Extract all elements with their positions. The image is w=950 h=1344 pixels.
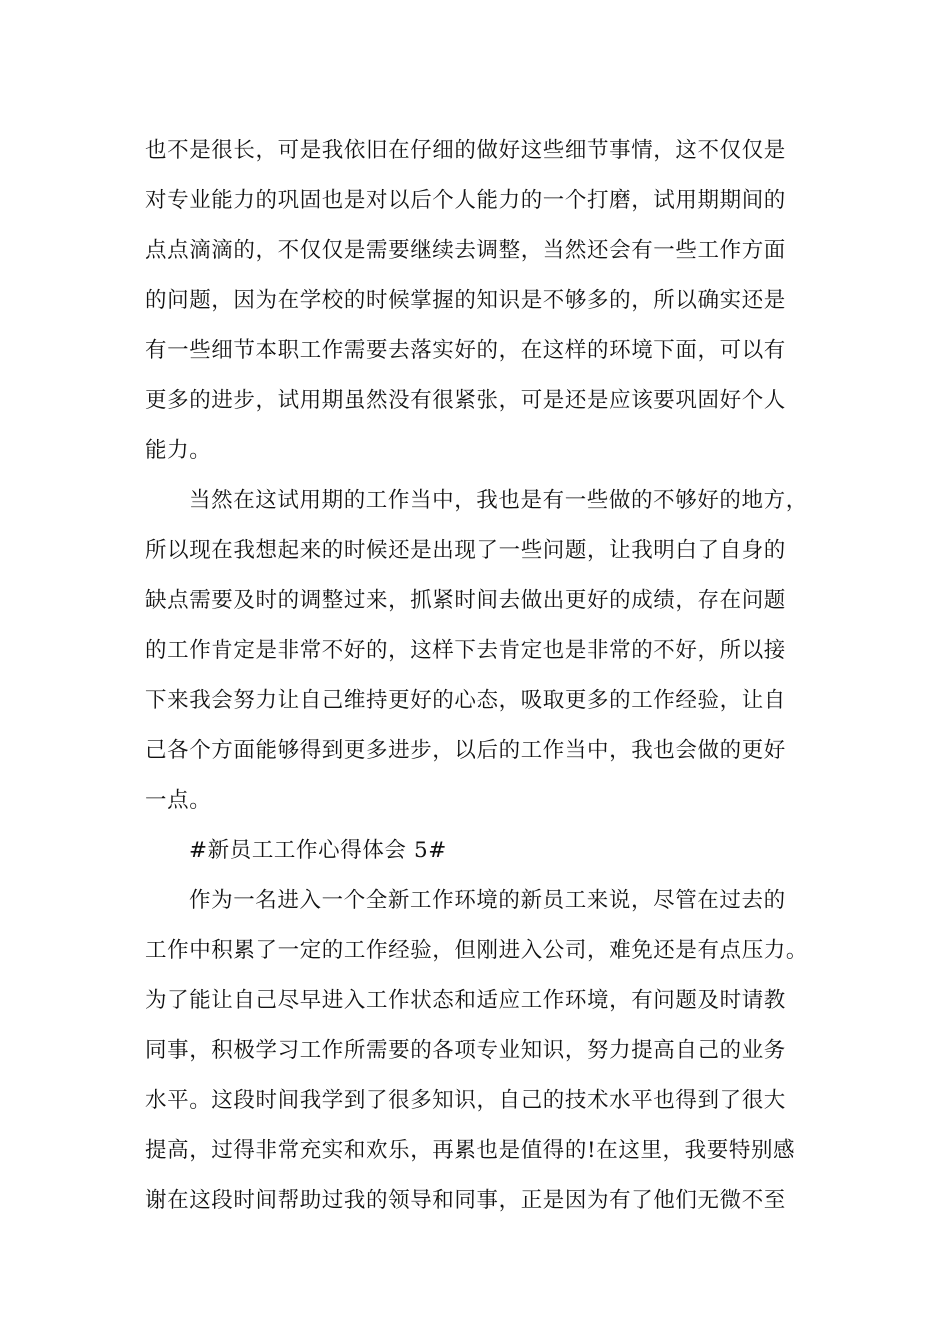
paragraph-line: 提高，过得非常充实和欢乐，再累也是值得的!在这里，我要特别感 [145,1138,796,1163]
paragraph-line: 能力。 [145,438,212,463]
paragraph-line: 下来我会努力让自己维持更好的心态，吸取更多的工作经验，让自 [145,688,786,713]
paragraph-line: 工作中积累了一定的工作经验，但刚进入公司，难免还是有点压力。 [145,938,809,963]
paragraph-line: 对专业能力的巩固也是对以后个人能力的一个打磨，试用期期间的 [145,188,786,213]
paragraph-line: 作为一名进入一个全新工作环境的新员工来说，尽管在过去的 [189,888,786,913]
paragraph-line: 的问题，因为在学校的时候掌握的知识是不够多的，所以确实还是 [145,288,786,313]
paragraph-line: 一点。 [145,788,212,813]
paragraph-line: 更多的进步，试用期虽然没有很紧张，可是还是应该要巩固好个人 [145,388,786,413]
paragraph-line: 有一些细节本职工作需要去落实好的，在这样的环境下面，可以有 [145,338,786,363]
paragraph-line: 为了能让自己尽早进入工作状态和适应工作环境，有问题及时请教 [145,988,786,1013]
paragraph-line: 也不是很长，可是我依旧在仔细的做好这些细节事情，这不仅仅是 [145,138,786,163]
paragraph-line: 的工作肯定是非常不好的，这样下去肯定也是非常的不好，所以接 [145,638,786,663]
paragraph-line: 己各个方面能够得到更多进步，以后的工作当中，我也会做的更好 [145,738,786,763]
paragraph-line: 水平。这段时间我学到了很多知识，自己的技术水平也得到了很大 [145,1088,786,1113]
paragraph-line: 同事，积极学习工作所需要的各项专业知识，努力提高自己的业务 [145,1038,786,1063]
section-heading: #新员工工作心得体会 5# [189,838,447,863]
paragraph-line: 谢在这段时间帮助过我的领导和同事，正是因为有了他们无微不至 [145,1188,786,1213]
paragraph-line: 点点滴滴的，不仅仅是需要继续去调整，当然还会有一些工作方面 [145,238,786,263]
paragraph-line: 所以现在我想起来的时候还是出现了一些问题，让我明白了自身的 [145,538,786,563]
paragraph-line: 缺点需要及时的调整过来，抓紧时间去做出更好的成绩，存在问题 [145,588,786,613]
paragraph-line: 当然在这试用期的工作当中，我也是有一些做的不够好的地方， [189,488,808,513]
